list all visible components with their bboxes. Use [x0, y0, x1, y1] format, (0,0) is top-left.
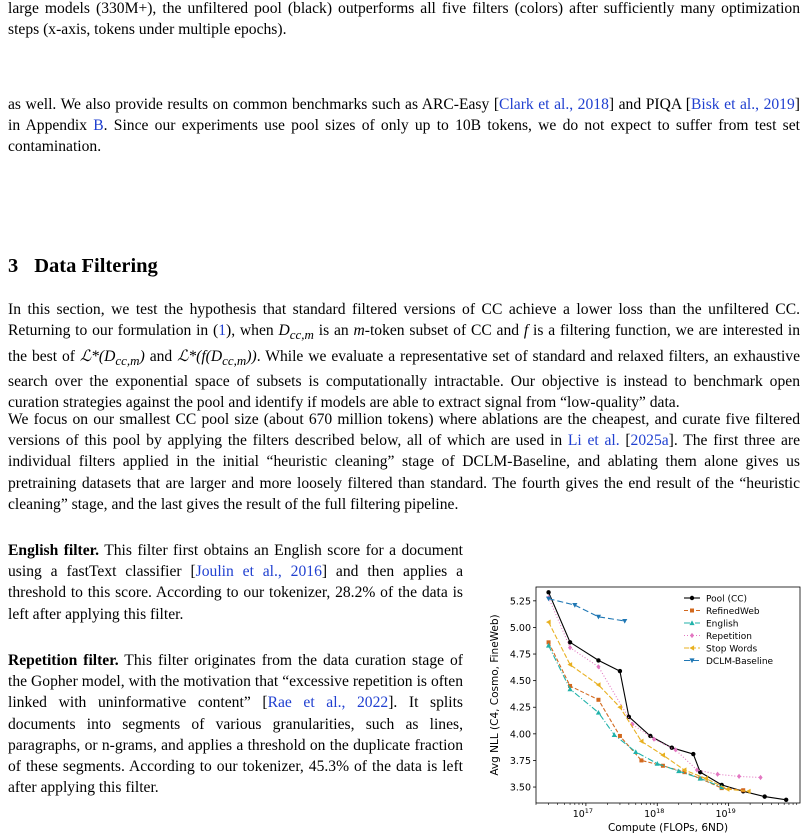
data-point [648, 734, 652, 738]
citation-link[interactable]: Bisk et al., 2019 [691, 96, 795, 113]
x-tick-label: $10^{19}$ [715, 807, 736, 820]
y-tick-label: 5.25 [509, 596, 531, 608]
y-tick-label: 4.25 [509, 702, 531, 714]
data-point [572, 603, 577, 608]
paragraph-heading: English filter. [8, 542, 100, 559]
data-point [568, 645, 572, 650]
legend-marker [690, 633, 694, 638]
section-title: Data Filtering [34, 255, 158, 277]
data-point [746, 789, 751, 794]
citation-link[interactable]: Li et al. [567, 432, 620, 450]
paragraph-intro: as well. We also provide results on common benchmarks such as ARC-Easy [Clark et al., 2018] and PIQA [Bisk et al., 2019] in Appendix B. Since our experiments use pool sizes of only up to 10B tokens, we do not expect to suffer from test set contamination. [8, 96, 800, 156]
citation-link[interactable]: Joulin et al., 2016 [195, 563, 322, 581]
legend-marker [690, 596, 694, 600]
legend-label: English [706, 619, 739, 630]
data-point [618, 669, 622, 673]
y-tick-label: 4.75 [509, 649, 531, 661]
equation-link[interactable]: 1 [218, 322, 227, 340]
paragraph-2: We focus on our smallest CC pool size (about 670 million tokens) where ablations are the cheapest, and curate five filtered versions of this pool by applying the filters described below, all of which are used in Li et al. [2025a]. The first three are individual filters applied in the initial “heuristic cleaning” stage of DCLM-Baseline, and ablating them alone gives us pretraining datasets that are larger and more loosely filtered than standard. The fourth gives the end result of the “heuristic cleaning” stage, and the last gives the result of the full filtering pipeline. [8, 411, 800, 513]
legend-label: Stop Words [706, 644, 758, 655]
x-axis-label: Compute (FLOPs, 6ND) [607, 822, 729, 834]
x-tick-label: $10^{18}$ [644, 807, 665, 820]
citation-link[interactable]: 2025a [630, 432, 669, 450]
paragraph-repetition-filter: Repetition filter. This filter originates from the data curation stage of the Gopher model, with the motivation that “excessive repetition is often linked with uninformative content” [Rae et al., 2022]. It splits documents into segments of various granularities, such as lines, paragraphs, or n-grams, and applies a threshold on the duplicate fraction of these segments. According to our tokenizer, 45.3% of the data is left after applying this filter. [8, 652, 463, 797]
figure-caption-tail: large models (330M+), the unfiltered pool (black) outperforms all five filters (colors) after sufficiently many optimization steps (x-axis, tokens under multiple epochs). [8, 0, 800, 39]
paragraph-1: In this section, we test the hypothesis that standard filtered versions of CC achieve a lower loss than the unfiltered CC. Returning to our formulation in (1), when $D_{cc,m}$ is an m-token subset of CC and f is a filtering function, we are interested in the best of $ℒ*(D_{cc,m})$ and $ℒ*(f(D_{cc,m}))$. While we evaluate a representative set of standard and relaxed filters, an exhaustive search over the exponential space of subsets is computationally intractable. Our objective is instead to benchmark open curation strategies against the pool and identify if models are able to extract signal from “low-quality” data. [8, 301, 801, 412]
legend-label: RefinedWeb [706, 606, 760, 617]
y-tick-label: 5.00 [509, 622, 531, 634]
paragraph-heading: Repetition filter. [8, 652, 119, 669]
data-point [568, 640, 572, 644]
y-axis-label: Avg NLL (C4, Cosmo, FineWeb) [489, 614, 501, 776]
data-point [546, 590, 550, 594]
data-point [715, 772, 719, 777]
section-heading [8, 254, 158, 278]
legend-marker [689, 645, 694, 650]
data-point [546, 620, 551, 625]
series-line [549, 592, 787, 800]
data-point [639, 739, 644, 744]
data-point [596, 658, 600, 662]
legend-marker [689, 620, 694, 625]
data-point [698, 770, 702, 774]
legend-label: Repetition [706, 631, 752, 642]
data-point [622, 619, 627, 624]
citation-link[interactable]: Rae et al., 2022 [267, 694, 389, 712]
x-tick-label: $10^{17}$ [572, 807, 594, 820]
legend-marker [690, 609, 694, 613]
y-tick-label: 4.00 [509, 729, 531, 741]
data-point [639, 758, 643, 762]
y-tick-label: 3.50 [509, 782, 531, 794]
series-line [549, 646, 722, 788]
data-point [596, 664, 600, 669]
legend-label: DCLM-Baseline [706, 656, 774, 667]
section-number: 3 [8, 255, 19, 277]
y-tick-label: 3.75 [509, 755, 531, 767]
data-point [762, 794, 766, 798]
data-point [784, 798, 788, 802]
y-tick-label: 4.50 [509, 676, 531, 688]
appendix-link[interactable]: B [93, 117, 104, 135]
data-point [691, 752, 695, 756]
data-point [725, 787, 730, 792]
legend-label: Pool (CC) [706, 594, 748, 605]
citation-link[interactable]: Clark et al., 2018 [499, 96, 609, 113]
data-point [596, 698, 600, 702]
data-point [758, 775, 762, 780]
data-point [737, 774, 741, 779]
paragraph-english-filter: English filter. This filter first obtains an English score for a document using a fastText classifier [Joulin et al., 2016] and then applies a threshold to this score. According to our tokenizer, 28.2% of the data is left after applying this filter. [8, 542, 463, 623]
data-point [617, 705, 622, 710]
plot-frame [536, 587, 800, 803]
data-point [618, 734, 622, 738]
data-point [567, 662, 572, 667]
compute-vs-nll-chart [488, 577, 806, 835]
